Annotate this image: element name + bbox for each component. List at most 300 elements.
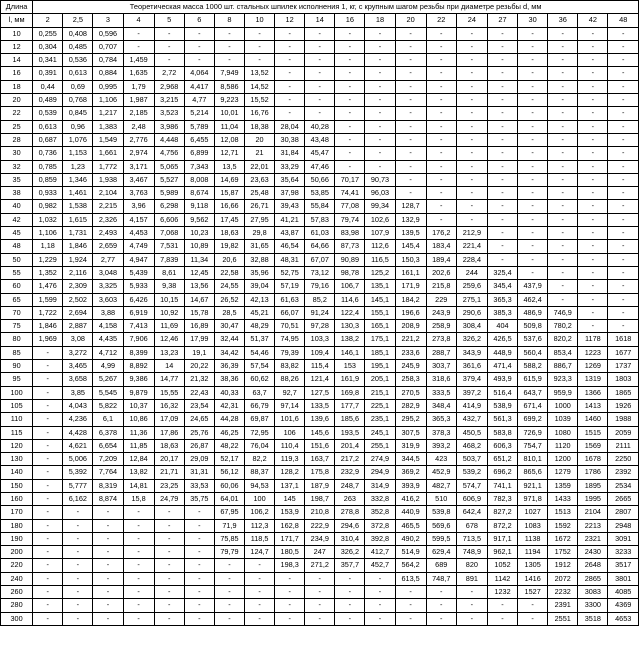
mass-cell: 2,116 bbox=[63, 266, 93, 279]
mass-cell: 0,69 bbox=[63, 80, 93, 93]
diameter-header-row bbox=[1, 14, 639, 27]
mass-cell: 24,65 bbox=[184, 413, 214, 426]
mass-cell: - bbox=[365, 40, 395, 53]
mass-cell: - bbox=[365, 599, 395, 612]
mass-cell: - bbox=[63, 572, 93, 585]
mass-cell: - bbox=[123, 506, 154, 519]
mass-cell: 1,846 bbox=[33, 320, 63, 333]
mass-cell: 971,8 bbox=[518, 492, 548, 505]
mass-cell: 139,6 bbox=[305, 413, 335, 426]
mass-cell: 0,255 bbox=[33, 27, 63, 40]
mass-cell: 493,9 bbox=[487, 373, 517, 386]
mass-cell: - bbox=[548, 253, 578, 266]
mass-cell: - bbox=[608, 80, 639, 93]
mass-cell: 50,66 bbox=[305, 173, 335, 186]
mass-cell: 437,9 bbox=[518, 280, 548, 293]
mass-cell: - bbox=[608, 280, 639, 293]
mass-cell: 629,4 bbox=[426, 546, 456, 559]
mass-cell: 24,79 bbox=[154, 492, 184, 505]
mass-cell: - bbox=[63, 559, 93, 572]
mass-cell: 263 bbox=[335, 492, 365, 505]
mass-cell: - bbox=[33, 453, 63, 466]
mass-cell: 4,043 bbox=[63, 399, 93, 412]
mass-cell: 471,4 bbox=[487, 360, 517, 373]
table-row bbox=[1, 532, 639, 545]
mass-cell: 29,09 bbox=[184, 453, 214, 466]
mass-cell: 432,7 bbox=[456, 413, 487, 426]
mass-cell: 128,2 bbox=[275, 466, 305, 479]
mass-cell: - bbox=[214, 612, 244, 625]
mass-cell: 87,73 bbox=[335, 240, 365, 253]
mass-cell: 1223 bbox=[578, 346, 608, 359]
mass-cell: 57,83 bbox=[305, 213, 335, 226]
mass-cell: 748,7 bbox=[426, 572, 456, 585]
mass-cell: 165,1 bbox=[365, 320, 395, 333]
mass-cell: 423 bbox=[426, 453, 456, 466]
mass-cell: - bbox=[518, 227, 548, 240]
mass-cell: 146,1 bbox=[335, 346, 365, 359]
mass-cell: 1460 bbox=[578, 413, 608, 426]
mass-cell: 452,9 bbox=[426, 466, 456, 479]
mass-cell: 5,392 bbox=[63, 466, 93, 479]
mass-cell: 2,968 bbox=[154, 80, 184, 93]
mass-cell: 2392 bbox=[608, 466, 639, 479]
mass-cell: 4,756 bbox=[154, 147, 184, 160]
mass-cell: - bbox=[548, 240, 578, 253]
mass-cell: 9,223 bbox=[214, 94, 244, 107]
mass-cell: 404 bbox=[487, 320, 517, 333]
mass-cell: - bbox=[275, 80, 305, 93]
length-cell: 110 bbox=[1, 413, 33, 426]
mass-cell: 2865 bbox=[578, 572, 608, 585]
mass-cell: 0,408 bbox=[63, 27, 93, 40]
mass-cell: 88,26 bbox=[275, 373, 305, 386]
table-row bbox=[1, 293, 639, 306]
length-cell: 40 bbox=[1, 200, 33, 213]
mass-cell: 4,064 bbox=[184, 67, 214, 80]
mass-cell: - bbox=[154, 40, 184, 53]
mass-cell: 48,29 bbox=[245, 320, 275, 333]
mass-cell: 332,8 bbox=[365, 492, 395, 505]
mass-cell: 77,08 bbox=[335, 200, 365, 213]
mass-cell: - bbox=[365, 54, 395, 67]
mass-cell: - bbox=[456, 147, 487, 160]
mass-cell: 23,54 bbox=[184, 399, 214, 412]
mass-cell: 5,527 bbox=[154, 173, 184, 186]
mass-cell: 0,933 bbox=[33, 187, 63, 200]
mass-cell: 1,599 bbox=[33, 293, 63, 306]
mass-cell: - bbox=[154, 586, 184, 599]
mass-cell: 42,31 bbox=[214, 399, 244, 412]
mass-cell: 30,38 bbox=[275, 133, 305, 146]
mass-cell: 560,4 bbox=[518, 346, 548, 359]
mass-cell: 137,1 bbox=[275, 479, 305, 492]
diameter-header-cell: 6 bbox=[184, 14, 214, 27]
mass-cell: 273,8 bbox=[426, 333, 456, 346]
mass-cell: 69,87 bbox=[245, 413, 275, 426]
mass-cell: 2,77 bbox=[93, 253, 123, 266]
mass-cell: 393,2 bbox=[426, 439, 456, 452]
mass-cell: - bbox=[184, 559, 214, 572]
mass-cell: 4,428 bbox=[63, 426, 93, 439]
mass-cell: 11,69 bbox=[154, 320, 184, 333]
length-cell: 190 bbox=[1, 532, 33, 545]
mass-cell: - bbox=[305, 40, 335, 53]
mass-cell: 1305 bbox=[518, 559, 548, 572]
mass-cell: - bbox=[608, 293, 639, 306]
mass-cell: - bbox=[518, 107, 548, 120]
mass-cell: - bbox=[608, 173, 639, 186]
mass-cell: 5,545 bbox=[93, 386, 123, 399]
table-row bbox=[1, 120, 639, 133]
mass-cell: - bbox=[426, 213, 456, 226]
mass-cell: - bbox=[487, 187, 517, 200]
mass-cell: 713,5 bbox=[456, 532, 487, 545]
mass-cell: - bbox=[548, 280, 578, 293]
mass-cell: - bbox=[184, 532, 214, 545]
mass-cell: - bbox=[548, 133, 578, 146]
mass-cell: 99,34 bbox=[365, 200, 395, 213]
length-cell: 12 bbox=[1, 40, 33, 53]
mass-cell: 244 bbox=[456, 266, 487, 279]
mass-cell: 1786 bbox=[578, 466, 608, 479]
mass-cell: 1,217 bbox=[93, 107, 123, 120]
mass-cell: 820 bbox=[456, 559, 487, 572]
mass-cell: 2648 bbox=[578, 559, 608, 572]
mass-cell: - bbox=[365, 67, 395, 80]
mass-cell: 271,2 bbox=[305, 559, 335, 572]
mass-cell: 3083 bbox=[578, 586, 608, 599]
mass-cell: 5,267 bbox=[93, 373, 123, 386]
mass-cell: 1513 bbox=[548, 506, 578, 519]
length-cell: 25 bbox=[1, 120, 33, 133]
length-cell: 130 bbox=[1, 453, 33, 466]
mass-cell: 114,6 bbox=[335, 293, 365, 306]
mass-cell: 45,47 bbox=[305, 147, 335, 160]
mass-cell: - bbox=[456, 80, 487, 93]
mass-cell: - bbox=[608, 67, 639, 80]
mass-cell: 14,81 bbox=[123, 479, 154, 492]
mass-cell: 0,536 bbox=[63, 54, 93, 67]
mass-cell: 175,1 bbox=[365, 333, 395, 346]
mass-cell: 0,687 bbox=[33, 133, 63, 146]
mass-cell: 385,3 bbox=[487, 306, 517, 319]
mass-cell: 121,4 bbox=[305, 373, 335, 386]
mass-cell: 564,2 bbox=[395, 559, 426, 572]
mass-cell: 21,32 bbox=[184, 373, 214, 386]
mass-cell: 5,933 bbox=[123, 280, 154, 293]
mass-cell: - bbox=[275, 94, 305, 107]
mass-cell: 73,12 bbox=[305, 266, 335, 279]
mass-cell: - bbox=[33, 532, 63, 545]
mass-cell: 10,89 bbox=[184, 240, 214, 253]
mass-cell: 448,9 bbox=[487, 346, 517, 359]
mass-cell: 42,13 bbox=[245, 293, 275, 306]
mass-cell: 16,89 bbox=[184, 320, 214, 333]
mass-cell: 348,4 bbox=[426, 399, 456, 412]
mass-cell: - bbox=[395, 40, 426, 53]
diameter-header-cell: 8 bbox=[214, 14, 244, 27]
mass-cell: 98,78 bbox=[335, 266, 365, 279]
mass-cell: 1142 bbox=[487, 572, 517, 585]
mass-cell: 0,489 bbox=[33, 94, 63, 107]
mass-cell: - bbox=[426, 586, 456, 599]
length-cell: 45 bbox=[1, 227, 33, 240]
mass-cell: 288,7 bbox=[426, 346, 456, 359]
mass-cell: 48,31 bbox=[275, 253, 305, 266]
mass-cell: 2551 bbox=[548, 612, 578, 625]
mass-cell: 205,1 bbox=[365, 373, 395, 386]
length-cell: 200 bbox=[1, 546, 33, 559]
mass-cell: 222,9 bbox=[305, 519, 335, 532]
mass-cell: 886,7 bbox=[548, 360, 578, 373]
mass-cell: 196,6 bbox=[395, 306, 426, 319]
mass-cell: 308,4 bbox=[456, 320, 487, 333]
mass-cell: 13,56 bbox=[184, 280, 214, 293]
mass-cell: 2948 bbox=[608, 519, 639, 532]
mass-cell: - bbox=[548, 293, 578, 306]
mass-cell: 161,9 bbox=[335, 373, 365, 386]
mass-cell: 1,23 bbox=[63, 160, 93, 173]
mass-cell: 2104 bbox=[578, 506, 608, 519]
mass-cell: - bbox=[365, 133, 395, 146]
mass-cell: - bbox=[123, 40, 154, 53]
mass-cell: 5,214 bbox=[184, 107, 214, 120]
mass-cell: 208,9 bbox=[395, 320, 426, 333]
mass-cell: 4,77 bbox=[184, 94, 214, 107]
mass-cell: 40,28 bbox=[305, 120, 335, 133]
diameter-header-cell: 5 bbox=[154, 14, 184, 27]
mass-cell: 538,9 bbox=[487, 399, 517, 412]
mass-cell: - bbox=[154, 532, 184, 545]
mass-cell: - bbox=[395, 612, 426, 625]
mass-cell: - bbox=[63, 586, 93, 599]
mass-cell: 74,95 bbox=[275, 333, 305, 346]
mass-cell: - bbox=[305, 572, 335, 585]
mass-cell: - bbox=[578, 227, 608, 240]
mass-cell: 1,106 bbox=[93, 94, 123, 107]
mass-cell: 1527 bbox=[518, 586, 548, 599]
length-header-top: Длина bbox=[1, 1, 33, 14]
mass-cell: 1194 bbox=[518, 546, 548, 559]
mass-cell: - bbox=[63, 519, 93, 532]
mass-cell: 4,99 bbox=[93, 360, 123, 373]
mass-cell: - bbox=[518, 253, 548, 266]
mass-cell: 3517 bbox=[608, 559, 639, 572]
mass-cell: - bbox=[487, 120, 517, 133]
mass-cell: 34,42 bbox=[214, 346, 244, 359]
mass-cell: 1232 bbox=[487, 586, 517, 599]
mass-cell: 1319 bbox=[578, 373, 608, 386]
length-cell: 20 bbox=[1, 94, 33, 107]
mass-cell: - bbox=[395, 54, 426, 67]
mass-cell: - bbox=[123, 572, 154, 585]
mass-cell: - bbox=[154, 612, 184, 625]
mass-cell: - bbox=[275, 27, 305, 40]
mass-cell: 2807 bbox=[608, 506, 639, 519]
mass-cell: - bbox=[456, 67, 487, 80]
mass-cell: - bbox=[275, 599, 305, 612]
mass-cell: 163,7 bbox=[305, 453, 335, 466]
mass-cell: 891 bbox=[456, 572, 487, 585]
mass-cell: - bbox=[305, 599, 335, 612]
table-row bbox=[1, 94, 639, 107]
mass-cell: 215,8 bbox=[426, 280, 456, 293]
mass-cell: 10,92 bbox=[154, 306, 184, 319]
mass-cell: 46,54 bbox=[275, 240, 305, 253]
mass-cell: - bbox=[426, 40, 456, 53]
mass-cell: 26,71 bbox=[245, 200, 275, 213]
mass-cell: 574,7 bbox=[456, 479, 487, 492]
mass-cell: 4,157 bbox=[123, 213, 154, 226]
mass-cell: 132,9 bbox=[395, 213, 426, 226]
mass-cell: - bbox=[335, 107, 365, 120]
mass-cell: 0,845 bbox=[63, 107, 93, 120]
mass-cell: - bbox=[578, 253, 608, 266]
mass-cell: 245,9 bbox=[395, 360, 426, 373]
mass-cell: 109,4 bbox=[305, 346, 335, 359]
mass-cell: 0,736 bbox=[33, 147, 63, 160]
mass-cell: 27,95 bbox=[245, 213, 275, 226]
mass-cell: 326,2 bbox=[456, 333, 487, 346]
mass-cell: - bbox=[456, 200, 487, 213]
mass-cell: 7,068 bbox=[154, 227, 184, 240]
mass-cell: - bbox=[395, 94, 426, 107]
mass-cell: 145,6 bbox=[305, 426, 335, 439]
mass-cell: 426,5 bbox=[487, 333, 517, 346]
length-cell: 100 bbox=[1, 386, 33, 399]
mass-cell: 106,7 bbox=[335, 280, 365, 293]
mass-cell: 2232 bbox=[548, 586, 578, 599]
mass-cell: 12,84 bbox=[123, 453, 154, 466]
mass-cell: - bbox=[578, 200, 608, 213]
mass-cell: - bbox=[518, 120, 548, 133]
mass-cell: - bbox=[63, 612, 93, 625]
mass-cell: 1,076 bbox=[63, 133, 93, 146]
mass-cell: - bbox=[123, 586, 154, 599]
mass-cell: 4,621 bbox=[63, 439, 93, 452]
mass-cell: 2,974 bbox=[123, 147, 154, 160]
mass-cell: - bbox=[395, 160, 426, 173]
mass-cell: 153,9 bbox=[275, 506, 305, 519]
mass-cell: - bbox=[154, 599, 184, 612]
mass-cell: 8,674 bbox=[184, 187, 214, 200]
mass-cell: 1083 bbox=[518, 519, 548, 532]
mass-cell: 4,712 bbox=[93, 346, 123, 359]
mass-cell: - bbox=[93, 506, 123, 519]
mass-cell: 2,72 bbox=[154, 67, 184, 80]
mass-cell: 465,5 bbox=[395, 519, 426, 532]
mass-cell: 1433 bbox=[548, 492, 578, 505]
diameter-header-cell: 16 bbox=[335, 14, 365, 27]
mass-cell: - bbox=[214, 27, 244, 40]
mass-cell: 17,45 bbox=[214, 213, 244, 226]
mass-cell: 1000 bbox=[548, 399, 578, 412]
mass-cell: 130,3 bbox=[335, 320, 365, 333]
mass-cell: - bbox=[578, 213, 608, 226]
mass-cell: 14,52 bbox=[245, 80, 275, 93]
mass-cell: - bbox=[518, 94, 548, 107]
mass-cell: 100 bbox=[245, 492, 275, 505]
mass-cell: - bbox=[518, 612, 548, 625]
mass-cell: 67,07 bbox=[305, 253, 335, 266]
mass-cell: 35,64 bbox=[275, 173, 305, 186]
mass-cell: - bbox=[33, 360, 63, 373]
mass-cell: 76,04 bbox=[245, 439, 275, 452]
table-row bbox=[1, 386, 639, 399]
mass-cell: 462,4 bbox=[518, 293, 548, 306]
mass-cell: 7,531 bbox=[154, 240, 184, 253]
mass-cell: 15,52 bbox=[245, 94, 275, 107]
mass-cell: 8,586 bbox=[214, 80, 244, 93]
mass-cell: 357,7 bbox=[335, 559, 365, 572]
mass-cell: 865,6 bbox=[518, 466, 548, 479]
mass-cell: 47,46 bbox=[305, 160, 335, 173]
mass-cell: 369,2 bbox=[395, 466, 426, 479]
mass-cell: - bbox=[154, 546, 184, 559]
mass-cell: - bbox=[335, 160, 365, 173]
mass-cell: 1,924 bbox=[63, 253, 93, 266]
mass-cell: - bbox=[395, 586, 426, 599]
mass-cell: 414,9 bbox=[456, 399, 487, 412]
mass-cell: 569,6 bbox=[426, 519, 456, 532]
mass-cell: - bbox=[275, 67, 305, 80]
mass-cell: - bbox=[426, 94, 456, 107]
mass-cell: - bbox=[184, 506, 214, 519]
mass-cell: 8,874 bbox=[93, 492, 123, 505]
mass-cell: 2,502 bbox=[63, 293, 93, 306]
mass-cell: - bbox=[93, 559, 123, 572]
diameter-header-cell: 30 bbox=[518, 14, 548, 27]
mass-cell: 746,9 bbox=[548, 306, 578, 319]
mass-cell: 6,426 bbox=[123, 293, 154, 306]
mass-cell: 139,5 bbox=[395, 227, 426, 240]
mass-cell: 0,613 bbox=[33, 120, 63, 133]
mass-cell: 1672 bbox=[548, 532, 578, 545]
table-row bbox=[1, 612, 639, 625]
mass-cell: 2111 bbox=[608, 439, 639, 452]
mass-cell: 325,4 bbox=[487, 266, 517, 279]
mass-cell: 13,23 bbox=[154, 346, 184, 359]
mass-cell: 699,2 bbox=[518, 413, 548, 426]
mass-cell: 468,2 bbox=[456, 439, 487, 452]
mass-cell: 4653 bbox=[608, 612, 639, 625]
mass-cell: 643,7 bbox=[518, 386, 548, 399]
mass-cell: - bbox=[365, 147, 395, 160]
mass-cell: 20,22 bbox=[184, 360, 214, 373]
mass-cell: 28,04 bbox=[275, 120, 305, 133]
diameter-header-cell: 12 bbox=[275, 14, 305, 27]
mass-cell: 6,162 bbox=[63, 492, 93, 505]
mass-cell: - bbox=[365, 612, 395, 625]
mass-cell: 22,01 bbox=[245, 160, 275, 173]
mass-cell: - bbox=[33, 399, 63, 412]
mass-cell: 588,2 bbox=[518, 360, 548, 373]
mass-cell: 97,14 bbox=[275, 399, 305, 412]
mass-cell: 4,417 bbox=[184, 80, 214, 93]
mass-cell: 1,032 bbox=[33, 213, 63, 226]
mass-cell: 5,777 bbox=[63, 479, 93, 492]
mass-cell: 754,7 bbox=[518, 439, 548, 452]
mass-cell: 1678 bbox=[578, 453, 608, 466]
mass-cell: 103,3 bbox=[305, 333, 335, 346]
length-cell: 260 bbox=[1, 586, 33, 599]
mass-cell: 2,309 bbox=[63, 280, 93, 293]
mass-cell: - bbox=[275, 54, 305, 67]
length-cell: 80 bbox=[1, 333, 33, 346]
length-cell: 85 bbox=[1, 346, 33, 359]
mass-cell: - bbox=[548, 107, 578, 120]
